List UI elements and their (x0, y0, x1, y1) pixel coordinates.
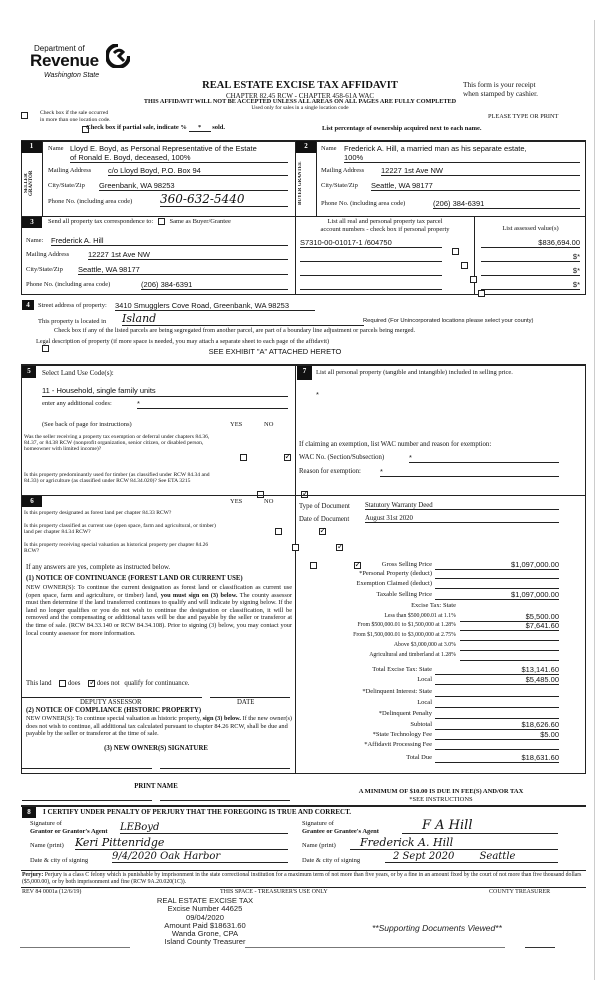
tax-label: Taxable Selling Price (376, 591, 432, 598)
certify-statement: I CERTIFY UNDER PENALTY OF PERJURY THAT THE FOREGOING IS TRUE AND CORRECT. (43, 808, 352, 816)
stamp-line: Amount Paid $18631.60 (164, 920, 246, 930)
section-3-badge: 3 (22, 217, 42, 228)
personal-property-checkbox[interactable] (470, 276, 477, 283)
revision-code: REV 84 0001a (12/6/19) (22, 889, 82, 895)
grantor-date-label: Date & city of signing (30, 857, 89, 864)
notice2-body-a: NEW OWNER(S): To continue special valuation as historic property, (26, 715, 202, 722)
stamp-line: 09/04/2020 (185, 912, 224, 922)
personal-property-field[interactable]: * (316, 390, 319, 399)
sec5-question-2: Is this property predominantly used for timber (as classified under RCW 84.34 and 84.33) or agriculture (as classified under RCW 84.34.020)? See ETA 3215 (24, 472, 210, 485)
treasurer-stamp (130, 897, 280, 947)
notice2-body-bold2: below. (223, 715, 241, 722)
perjury-note (22, 872, 584, 886)
tax-label: *State Technology Fee (372, 731, 432, 738)
personal-property-checkbox[interactable] (452, 248, 459, 255)
doc-type-field[interactable]: Statutory Warranty Deed (365, 502, 559, 510)
perjury-text: Perjury is a class C felony which is punishable by imprisonment in the state correctional institution for a maximum term of not more than five years, or by a fine in an amount fixed by the court of not more than five thousand dollars ($5,000.00), or by both imprisonment and fine (RCW 9A.20.020(1C)). (22, 872, 582, 885)
no-header: NO (264, 421, 274, 428)
does-label: does (67, 680, 81, 688)
yes-header: YES (230, 421, 243, 428)
sec2-side-divider (316, 141, 317, 216)
print-name-line-1 (22, 800, 152, 801)
does-not-label: does not (96, 680, 120, 688)
seller-mailing-field[interactable]: c/o Lloyd Boyd, P.O. Box 94 (108, 166, 288, 176)
sec6-question-1: Is this property designated as forest land per chapter 84.33 RCW? (24, 510, 172, 516)
sec5-question-1: Was the seller receiving a property tax exemption or deferral under chapters 84.36, 84.37, or 84.38 RCW (nonprofit organization, senior citizen, or disabled person, homeowner with limited income)? (24, 434, 210, 453)
buyer-name-line2[interactable]: 100% (344, 153, 580, 163)
section-5-badge: 5 (22, 366, 36, 378)
grantee-sig-label-1: Signature of (302, 820, 334, 827)
land-use-field[interactable]: 11 - Household, single family units (42, 386, 156, 395)
corr-city-label: City/State/Zip (26, 266, 63, 273)
grantee-name-field[interactable]: Frederick A. Hill (350, 836, 558, 850)
legal-description-label: Legal description of property (if more space is needed, you may attach a separate sheet to each page of the affidavit) (36, 338, 330, 345)
parcel-number-field[interactable] (300, 266, 442, 276)
section-2-badge: 2 (296, 141, 316, 153)
form-chapter: CHAPTER 82.45 RCW - CHAPTER 458-61A WAC (225, 92, 375, 100)
seller-name-line2[interactable]: of Ronald E. Boyd, deceased, 100% (70, 153, 288, 163)
assessed-value-field[interactable]: $* (481, 266, 580, 276)
street-address-label: Street address of property: (38, 302, 107, 309)
see-instructions-note: *SEE INSTRUCTIONS (409, 796, 473, 803)
doc-date-label: Date of Document (299, 516, 350, 523)
send-correspondence-text: Send all property tax correspondence to: (48, 218, 154, 225)
assessed-value-field[interactable]: $* (481, 252, 580, 262)
corr-name-label: Name: (26, 237, 44, 244)
parcel-header-2: account numbers - check box if personal property (320, 226, 450, 233)
continuance-row (26, 680, 189, 687)
tax-label: *Affidavit Processing Fee (364, 741, 432, 748)
tax-label: From $500,000.01 to $1,500,000 at 1.28% (357, 622, 456, 628)
seller-grantor-label: SELLER GRANTOR (24, 170, 34, 196)
sec5-q1-yes-checkbox[interactable] (240, 454, 247, 461)
land-use-underline (42, 396, 288, 397)
notice1-body (26, 584, 292, 637)
sec6-q2-no-checkbox[interactable] (336, 544, 343, 551)
seller-city-field[interactable]: Greenbank, WA 98253 (99, 181, 288, 191)
partial-sale-percent[interactable]: * (189, 124, 211, 132)
buyer-city-field[interactable]: Seattle, WA 98177 (371, 181, 580, 191)
tax-label: Less than $500,000.01 at 1.1% (384, 613, 456, 619)
exemption-reason-field[interactable]: * (380, 467, 559, 477)
grantee-city-value: Seattle (479, 851, 516, 862)
personal-property-label: List all personal property (tangible and intangible) included in selling price. (316, 369, 513, 376)
personal-property-checkbox[interactable] (461, 262, 468, 269)
section-7-badge: 7 (297, 366, 312, 380)
grantee-date-field[interactable] (385, 851, 558, 863)
tax-label: Gross Selling Price (381, 561, 432, 568)
grantee-name-label: Name (print) (302, 842, 336, 849)
new-owner-sig-line-2 (160, 768, 290, 769)
parcel-number-field[interactable]: S7310-00-01017-1 /604750 (300, 238, 442, 248)
minimum-due-note: A MINIMUM OF $10.00 IS DUE IN FEE(S) AND/OR TAX (358, 788, 524, 795)
corr-name-field[interactable]: Frederick A. Hill (51, 236, 288, 246)
scan-edge-line (594, 20, 595, 980)
tax-value[interactable] (435, 579, 559, 589)
seller-name-label: Name (48, 145, 64, 152)
sec6-question-3: Is this property receiving special valuation as historical property per chapter 84.26 RCW? (24, 542, 209, 555)
tax-value[interactable] (435, 687, 559, 697)
tax-label: Local (417, 676, 432, 683)
does-not-checkbox[interactable] (88, 680, 95, 687)
perjury-label: Perjury: (22, 872, 44, 878)
deputy-assessor-label: DEPUTY ASSESSOR (80, 699, 142, 706)
tax-label: Above $3,000,000 at 3.0% (393, 642, 456, 648)
segregated-label: Check box if any of the listed parcels are being segregated from another parcel, are part of a boundary line adjustment or parcels being merged. (54, 327, 416, 334)
tax-label: From $1,500,000.01 to $3,000,000 at 2.75% (353, 632, 456, 638)
treasurer-use-label: THIS SPACE - TREASURER'S USE ONLY (220, 889, 328, 895)
form-title: REAL ESTATE EXCISE TAX AFFIDAVIT (202, 80, 398, 91)
does-checkbox[interactable] (59, 680, 66, 687)
stamp-line: Island County Treasurer (164, 937, 246, 947)
notice2-body (26, 715, 292, 738)
buyer-mailing-field[interactable]: 12227 1st Ave NW (381, 166, 580, 176)
sec6-no-header: NO (264, 498, 274, 505)
doc-type-label: Type of Document (299, 503, 350, 510)
notice2-body-b: If the new owner(s) does not wish to continue, all additional tax calculated pursuant to chapter 84.26 RCW, shall be due and payable by the seller or transferor at the time of sale. (26, 715, 292, 738)
corr-mailing-field[interactable]: 12227 1st Ave NW (88, 250, 288, 260)
multi-location-label-1: Check box if the sale occurred (40, 110, 109, 116)
assessed-value-field[interactable]: $* (481, 280, 580, 290)
seller-phone-field[interactable]: 360-632-5440 (160, 192, 288, 207)
sec6-q1-no-checkbox[interactable] (319, 528, 326, 535)
wac-field[interactable]: * (409, 453, 559, 463)
tax-value[interactable]: $1,097,000.00 (435, 590, 559, 600)
multi-location-label-2: in more than one location code. (40, 117, 111, 123)
tax-value[interactable] (460, 641, 559, 651)
scan-artifact-line-2 (245, 947, 505, 948)
partial-sale-label (86, 124, 225, 132)
sec6-q1-yes-checkbox[interactable] (275, 528, 282, 535)
stamp-line: REAL ESTATE EXCISE TAX (156, 896, 254, 905)
send-correspondence-label (48, 218, 231, 225)
this-land-label: This land (26, 680, 52, 688)
buyer-city-label: City/State/Zip (321, 182, 358, 189)
corr-phone-field[interactable]: (206) 384-6391 (141, 280, 288, 290)
personal-property-checkbox[interactable] (478, 290, 485, 297)
tax-label: Local (417, 699, 432, 706)
tax-value[interactable]: $18,631.60 (435, 753, 559, 763)
please-type-note: PLEASE TYPE OR PRINT (488, 113, 559, 120)
wac-label: WAC No. (Section/Subsection) (299, 454, 385, 461)
new-owner-sig-line-1 (22, 768, 152, 769)
corr-phone-label: Phone No. (including area code) (26, 281, 111, 288)
print-name-label: PRINT NAME (134, 783, 178, 790)
tax-value[interactable]: $13,141.60 (435, 665, 559, 675)
tax-label: Excise Tax: State (411, 602, 456, 609)
notice1-body-bold: you must sign on (3) below. (160, 591, 238, 599)
grantor-signature-field[interactable]: LEBoyd (120, 822, 288, 834)
sec6-yes-header: YES (230, 498, 243, 505)
logo-top-text: Department of (34, 44, 85, 53)
instructions-note: (See back of page for instructions) (42, 421, 132, 428)
section-6-badge: 6 (22, 496, 42, 507)
new-owner-signature-label: (3) NEW OWNER(S) SIGNATURE (104, 745, 208, 752)
additional-codes-field[interactable]: * (137, 399, 288, 409)
grantor-name-label: Name (print) (30, 842, 64, 849)
receipt-note-1: This form is your receipt (463, 80, 536, 89)
same-as-buyer-text: Same as Buyer/Grantee (169, 218, 231, 225)
main-divider (295, 364, 296, 774)
stamp-line: Wanda Grone, CPA (171, 929, 239, 939)
required-note: Required (For Unincorporated locations please select your county) (363, 318, 534, 324)
section-8-badge: 8 (22, 807, 36, 818)
sec1-side-divider (42, 141, 43, 216)
scan-artifact-line-1 (20, 947, 130, 948)
tax-value[interactable]: $1,097,000.00 (435, 560, 559, 570)
logo-main-text: Revenue (30, 51, 99, 70)
street-address-field[interactable]: 3410 Smugglers Cove Road, Greenbank, WA 98253 (115, 301, 315, 311)
buyer-grantee-label: BUYER GRANTEE (298, 161, 303, 205)
corr-city-field[interactable]: Seattle, WA 98177 (78, 265, 288, 275)
same-as-buyer-checkbox[interactable] (158, 218, 165, 225)
section-4-badge: 4 (22, 300, 34, 310)
dor-logo (30, 44, 140, 90)
stamp-line: Excise Number 44625 (167, 904, 243, 914)
qualify-label: qualify for continuance. (124, 680, 190, 688)
tax-value[interactable] (435, 709, 559, 719)
section-1-badge: 1 (21, 141, 42, 153)
tax-label: Total Due (406, 754, 432, 761)
grantee-date-value: 2 Sept 2020 (393, 851, 455, 862)
ownership-note: List percentage of ownership acquired next to each name. (322, 125, 482, 132)
sec6-question-2: Is this property classified as current use (open space, farm and agricultural, or timber) land per chapter 84.34 RCW? (24, 523, 216, 536)
exemption-label: If claiming an exemption, list WAC number and reason for exemption: (299, 441, 492, 448)
tax-label: Subtotal (410, 721, 432, 728)
sec8-top-rule (21, 805, 586, 807)
perjury-top-rule (21, 870, 586, 871)
assessed-value-field[interactable]: $836,694.00 (481, 238, 580, 248)
tax-label: *Delinquent Interest: State (362, 688, 432, 695)
partial-sale-suffix: sold. (212, 124, 226, 131)
tax-value[interactable] (460, 651, 559, 661)
tax-label: *Personal Property (deduct) (359, 570, 432, 577)
parcel-header-1: List all real and personal property tax parcel (327, 218, 443, 225)
tax-value[interactable] (435, 740, 559, 750)
notice1-body-b: The county assessor must then determine if the land transferred continues to qualify and will indicate by signing below. If the land no longer qualifies or you do not wish to continue the designation or classification, it will be removed and the compensating or additional taxes will be due and payable by the seller or transferor at the time of sale. (RCW 84.33.140 or RCW 84.34.108). Prior to signing (3) below, you may contact your local county assessor for more information. (26, 591, 293, 637)
parcel-number-field[interactable] (300, 280, 442, 290)
buyer-name-line1[interactable]: Frederick A. Hill, a married man as his separate estate, (344, 144, 527, 153)
receipt-note-2: when stamped by cashier. (463, 89, 538, 98)
tax-value[interactable]: $7,641.60 (460, 621, 559, 631)
notice1-body-a: NEW OWNER(S): To continue the current designation as forest land or classification as current use (open space, farm and agriculture, or timber) land, (26, 584, 292, 599)
tax-label: Exemption Claimed (deduct) (356, 580, 432, 587)
seller-city-label: City/State/Zip (48, 182, 85, 189)
scan-artifact-line-3 (525, 947, 555, 948)
supporting-docs-note: **Supporting Documents Viewed** (372, 923, 502, 933)
used-only-note: Used only for sales in a single location code (251, 105, 349, 111)
tax-label: *Delinquent Penalty (378, 710, 432, 717)
grantor-sig-label-2: Grantor or Grantor's Agent (30, 828, 108, 835)
tax-value[interactable] (435, 698, 559, 708)
tax-value[interactable] (460, 631, 559, 641)
tax-value[interactable]: $18,626.60 (435, 720, 559, 730)
multi-location-checkbox[interactable] (21, 112, 28, 119)
logo-sub-text: Washington State (44, 72, 100, 79)
assessor-date-line (210, 697, 290, 698)
partial-sale-prefix: Check box if partial sale, indicate % (86, 124, 187, 131)
legal-description-value[interactable]: SEE EXHIBIT "A" ATTACHED HERETO (208, 347, 342, 356)
corr-mailing-label: Mailing Address (26, 251, 70, 258)
parcel-number-field[interactable] (300, 252, 442, 262)
seller-phone-label: Phone No. (including area code) (48, 198, 133, 205)
grantee-sig-label-2: Grantee or Grantee's Agent (302, 828, 379, 835)
seller-mailing-label: Mailing Address (48, 167, 92, 174)
doc-date-field[interactable]: August 31st 2020 (365, 515, 559, 523)
tax-label: Total Excise Tax: State (372, 666, 432, 673)
buyer-mailing-label: Mailing Address (321, 167, 365, 174)
sec6-q2-yes-checkbox[interactable] (292, 544, 299, 551)
sec5-q1-no-checkbox[interactable] (284, 454, 291, 461)
buyer-name-label: Name (321, 145, 337, 152)
segregated-checkbox[interactable] (42, 345, 49, 352)
exemption-reason-label: Reason for exemption: (299, 468, 361, 475)
print-name-line-2 (160, 800, 290, 801)
revenue-logo-icon (106, 44, 130, 68)
tax-value[interactable] (435, 569, 559, 579)
assessor-date-label: DATE (237, 699, 255, 706)
tax-label: Agricultural and timberland at 1.28% (369, 652, 456, 658)
county-treasurer-label: COUNTY TREASURER (489, 889, 551, 895)
additional-codes-label: enter any additional codes: (42, 400, 112, 407)
warning-text: THIS AFFIDAVIT WILL NOT BE ACCEPTED UNLESS ALL AREAS ON ALL PAGES ARE FULLY COMPLETED (143, 98, 457, 105)
seller-name-line1[interactable]: Lloyd E. Boyd, as Personal Representative of the Estate (70, 144, 257, 153)
sec7-doc-rule (295, 495, 586, 496)
tax-value[interactable]: $5,500.00 (460, 612, 559, 622)
notice2-title: (2) NOTICE OF COMPLIANCE (HISTORIC PROPERTY) (26, 707, 202, 714)
grantor-name-field[interactable]: Keri Pittenridge (75, 836, 288, 850)
perjury-bottom-rule (21, 887, 586, 888)
parties-hdivider (21, 216, 586, 217)
buyer-phone-field[interactable]: (206) 384-6391 (433, 199, 580, 209)
notice2-body-bold1: sign (3) (202, 715, 223, 722)
grantor-date-field[interactable]: 9/4/2020 Oak Harbor (112, 851, 288, 863)
buyer-phone-label: Phone No. (including area code) (321, 200, 406, 207)
located-in-label: This property is located in (38, 318, 107, 325)
sec6-top-rule (21, 495, 295, 496)
grantor-sig-label-1: Signature of (30, 820, 62, 827)
if-yes-note: If any answers are yes, complete as instructed below. (26, 564, 171, 571)
notice1-title: (1) NOTICE OF CONTINUANCE (FOREST LAND OR CURRENT USE) (26, 575, 243, 582)
tax-value[interactable]: $5.00 (435, 730, 559, 740)
tax-value[interactable]: $5,485.00 (435, 675, 559, 685)
deputy-assessor-line (22, 697, 202, 698)
land-use-label: Select Land Use Code(s): (42, 369, 114, 377)
grantee-signature-field[interactable]: F A Hill (402, 818, 558, 834)
grantee-date-label: Date & city of signing (302, 857, 361, 864)
assessed-header: List assessed value(s) (502, 225, 559, 232)
located-in-field[interactable]: Island (122, 312, 364, 326)
